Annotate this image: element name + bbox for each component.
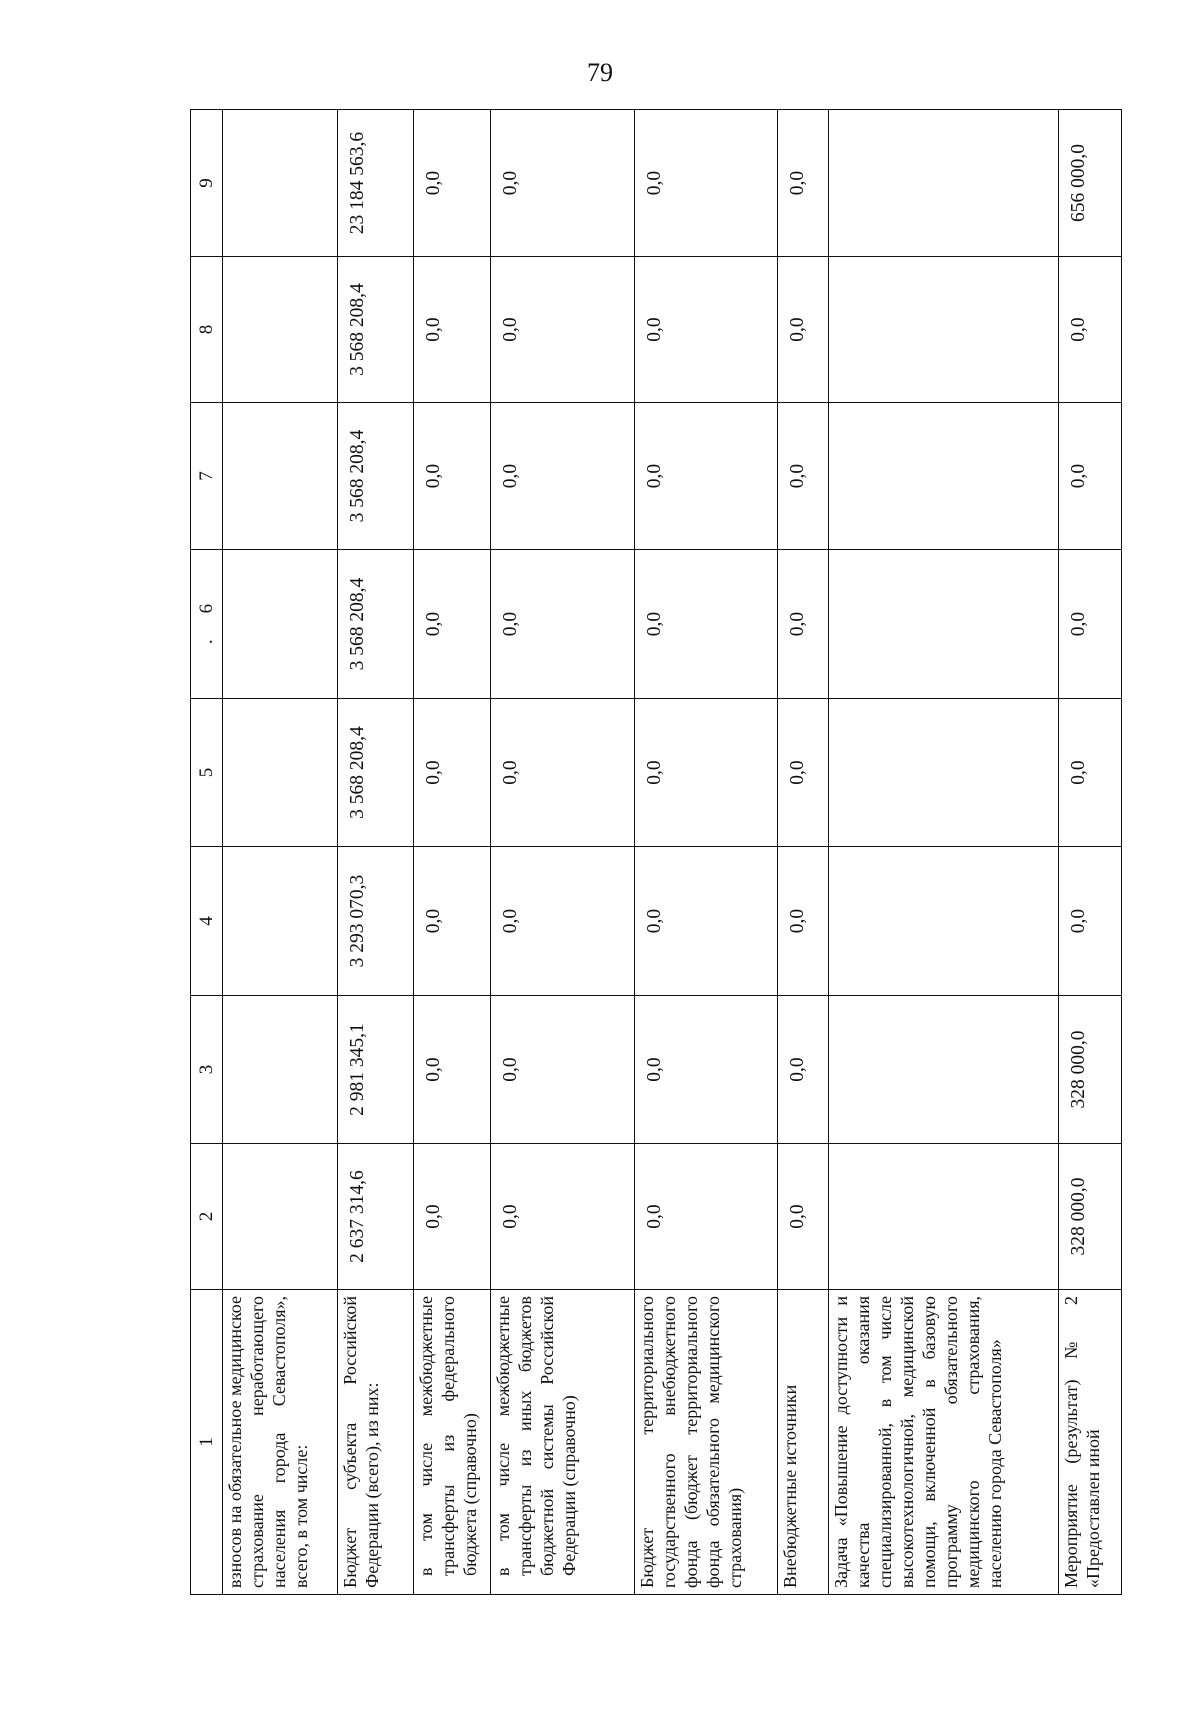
header-cell: 7 [191, 403, 223, 550]
header-cell: 1 [191, 1290, 223, 1595]
value-cell: 0,0 [634, 550, 777, 699]
value-cell [222, 996, 337, 1144]
value-cell [222, 847, 337, 996]
value-cell: 2 981 345,1 [337, 996, 413, 1144]
header-cell: 5 [191, 699, 223, 847]
value-cell: 0,0 [634, 257, 777, 403]
table-row [413, 110, 490, 1595]
value-cell: 0,0 [778, 847, 829, 996]
value-cell: 656 000,0 [1058, 110, 1121, 257]
value-cell: 0,0 [778, 996, 829, 1144]
value-cell: 0,0 [413, 110, 490, 257]
header-cell: 3 [191, 996, 223, 1144]
value-cell: 328 000,0 [1058, 996, 1121, 1144]
value-cell: 0,0 [778, 257, 829, 403]
value-cell [828, 1144, 1058, 1290]
page-number: 79 [587, 58, 613, 87]
value-cell: 0,0 [778, 110, 829, 257]
value-cell: 0,0 [778, 699, 829, 847]
row-label: в том числе межбюджетные трансферты из иных бюджетов бюджетной системы Российской Федерации (справочно) [491, 1290, 634, 1595]
value-cell [828, 699, 1058, 847]
value-cell: 0,0 [491, 847, 634, 996]
value-cell: 3 568 208,4 [337, 257, 413, 403]
value-cell: 3 568 208,4 [337, 550, 413, 699]
row-label: взносов на обязательное медицинское страхование неработающего населения города Севастополя», всего, в том числе: [222, 1290, 337, 1595]
value-cell: 0,0 [1058, 699, 1121, 847]
value-cell: 0,0 [634, 403, 777, 550]
value-cell [222, 550, 337, 699]
value-cell: 0,0 [1058, 847, 1121, 996]
header-cell [191, 550, 223, 699]
table-row [337, 110, 413, 1595]
value-cell: 0,0 [778, 1144, 829, 1290]
value-cell: 0,0 [491, 403, 634, 550]
table-row [491, 110, 634, 1595]
header-cell-text: 6 [195, 603, 217, 614]
header-cell-mark: . [195, 639, 217, 645]
value-cell [222, 110, 337, 257]
header-cell: 9 [191, 110, 223, 257]
value-cell [222, 257, 337, 403]
table-row [222, 110, 337, 1595]
value-cell: 0,0 [1058, 403, 1121, 550]
value-cell: 3 568 208,4 [337, 403, 413, 550]
value-cell: 0,0 [634, 1144, 777, 1290]
value-cell [828, 110, 1058, 257]
budget-table [190, 109, 1122, 1595]
value-cell: 0,0 [413, 847, 490, 996]
header-cell: 2 [191, 1144, 223, 1290]
value-cell: 0,0 [634, 996, 777, 1144]
value-cell: 0,0 [413, 257, 490, 403]
value-cell: 0,0 [634, 699, 777, 847]
rotated-table-container [190, 110, 1122, 1595]
row-label: в том числе межбюджетные трансферты из федерального бюджета (справочно) [413, 1290, 490, 1595]
value-cell: 0,0 [634, 110, 777, 257]
value-cell: 23 184 563,6 [337, 110, 413, 257]
value-cell: 0,0 [413, 550, 490, 699]
value-cell: 0,0 [1058, 257, 1121, 403]
row-label: Задача «Повышение доступности и качества оказания специализированной, в том числе высокотехнологичной, медицинской помощи, включенной в базовую программу обязательного медицинского страхования, населению города Севастополя» [828, 1290, 1058, 1595]
value-cell [828, 403, 1058, 550]
value-cell: 3 293 070,3 [337, 847, 413, 996]
value-cell [222, 1144, 337, 1290]
value-cell: 3 568 208,4 [337, 699, 413, 847]
table-header-row [191, 110, 223, 1595]
value-cell: 0,0 [778, 550, 829, 699]
value-cell: 0,0 [1058, 550, 1121, 699]
value-cell [828, 550, 1058, 699]
value-cell: 2 637 314,6 [337, 1144, 413, 1290]
value-cell: 0,0 [491, 1144, 634, 1290]
value-cell: 0,0 [778, 403, 829, 550]
row-label: Бюджет территориального государственного внебюджетного фонда (бюджет территориального фонда обязательного медицинского страхования) [634, 1290, 777, 1595]
value-cell: 0,0 [413, 699, 490, 847]
value-cell: 0,0 [413, 403, 490, 550]
value-cell [828, 847, 1058, 996]
table-row [634, 110, 777, 1595]
value-cell: 0,0 [634, 847, 777, 996]
value-cell [828, 996, 1058, 1144]
table-row [1058, 110, 1121, 1595]
value-cell [828, 257, 1058, 403]
value-cell: 328 000,0 [1058, 1144, 1121, 1290]
header-cell: 8 [191, 257, 223, 403]
value-cell: 0,0 [491, 550, 634, 699]
value-cell: 0,0 [413, 996, 490, 1144]
row-label: Бюджет субъекта Российской Федерации (всего), из них: [337, 1290, 413, 1595]
value-cell: 0,0 [491, 996, 634, 1144]
header-cell: 4 [191, 847, 223, 996]
value-cell: 0,0 [491, 699, 634, 847]
table-row [828, 110, 1058, 1595]
row-label: Внебюджетные источники [778, 1290, 829, 1595]
row-label: Мероприятие (результат) № 2 «Предоставлен иной [1058, 1290, 1121, 1595]
value-cell: 0,0 [413, 1144, 490, 1290]
value-cell [222, 403, 337, 550]
table-row [778, 110, 829, 1595]
value-cell: 0,0 [491, 257, 634, 403]
value-cell: 0,0 [491, 110, 634, 257]
value-cell [222, 699, 337, 847]
